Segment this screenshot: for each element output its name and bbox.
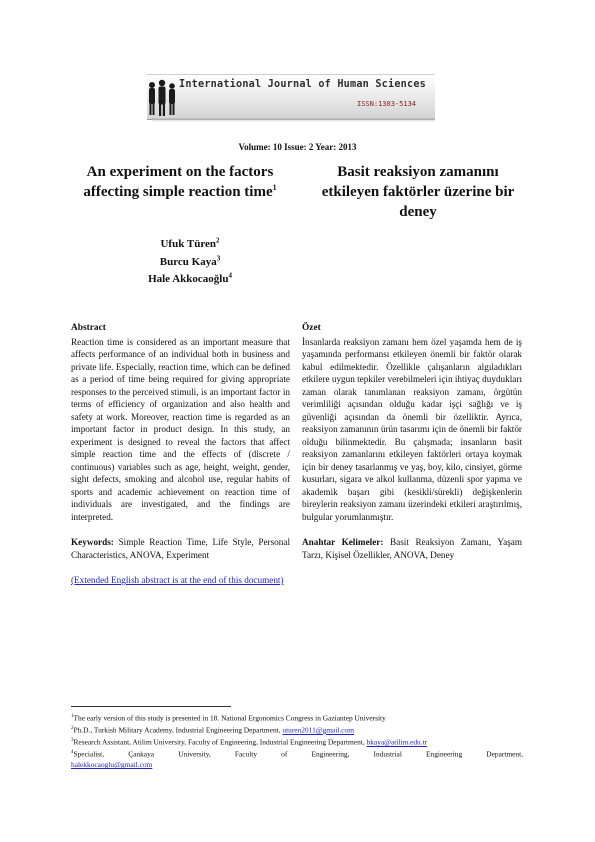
footnote-email-link[interactable]: bkaya@atilim.edu.tr — [366, 737, 428, 747]
journal-banner — [147, 74, 435, 120]
volume-issue-line: Volume: 10 Issue: 2 Year: 2013 — [238, 142, 357, 152]
author-footnote-marker: 2 — [216, 236, 220, 245]
abstract-turkish-column — [302, 322, 522, 561]
ozet-heading: Özet — [302, 323, 321, 333]
author-name: Hale Akkocaoğlu — [148, 273, 229, 285]
anahtar-kelimeler-text: Basit Reaksiyon Zamanı, Yaşam Tarzı, Kişisel Özellikler, ANOVA, Deney — [302, 537, 523, 560]
author — [70, 236, 310, 254]
anahtar-kelimeler — [302, 536, 522, 561]
footnote — [71, 712, 523, 724]
footnote-email-link[interactable]: halekkocaoglu@gmail.com — [71, 760, 153, 770]
footnote — [71, 736, 523, 748]
author — [70, 254, 310, 272]
author-list — [70, 236, 310, 289]
abstract-english-column — [71, 322, 290, 587]
abstract-heading: Abstract — [71, 323, 106, 333]
abstract-body: Reaction time is considered as an important measure that affects performance of an individual both in business and private life. Especially, reaction time, which can be defined as a period of time being required for giving appropriate responses to the perceived stimuli, is an important factor in terms of efficiency of organization and also health and safety at work. Moreover, reaction time is regarded as an important factor in product design. In this study, an experiment is designed to reveal the factors that affect simple reaction time and the effects of (discrete / continuous) variables such as age, height, weight, gender, sight defects, smoking and alcohol use, regular habits of sports and academic achievement on reaction time of individuals are investigated, and the findings are interpreted. — [71, 336, 290, 522]
keywords-label: Keywords: — [71, 537, 114, 547]
footnote-continuation — [71, 760, 523, 771]
footnote-text: Specialist, Çankaya University, Faculty of Engineering, Industrial Engineering Department, — [73, 749, 523, 759]
journal-title: International Journal of Human Sciences — [179, 79, 427, 90]
title-english — [62, 162, 298, 202]
footnote-email-link[interactable]: uturen2011@gmail.com — [282, 725, 355, 735]
title-english-text: An experiment on the factors affecting simple reaction time — [83, 164, 274, 200]
title-footnote-marker: 1 — [272, 183, 277, 192]
extended-abstract-link[interactable]: (Extended English abstract is at the end of this document) — [71, 575, 284, 585]
keywords-text: Simple Reaction Time, Life Style, Personal Characteristics, ANOVA, Experiment — [71, 537, 290, 560]
author — [70, 271, 310, 289]
footnote-text: Ph.D., Turkish Military Academy, Industrial Engineering Department, — [73, 725, 283, 735]
footnote — [71, 748, 523, 760]
author-name: Ufuk Türen — [160, 238, 217, 250]
keywords — [71, 536, 290, 561]
footnotes — [71, 712, 523, 771]
footnote-number: 2 — [71, 726, 74, 732]
author-name: Burcu Kaya — [159, 255, 217, 268]
footnote-number: 4 — [71, 750, 74, 756]
human-figures-logo — [147, 77, 177, 117]
anahtar-kelimeler-label: Anahtar Kelimeler: — [302, 537, 384, 547]
footnote-number: 3 — [71, 738, 74, 744]
author-footnote-marker: 3 — [216, 253, 221, 262]
footnote-number: 1 — [71, 714, 74, 719]
footnote — [71, 724, 523, 736]
footnote-text: The early version of this study is presented in 18. National Ergonomics Congress in Gaziantep University — [73, 713, 386, 723]
title-turkish: Basit reaksiyon zamanını etkileyen faktörler üzerine bir deney — [321, 164, 515, 220]
banner-shadow — [152, 118, 435, 122]
ozet-body: İnsanlarda reaksiyon zamanı hem özel yaşamda hem de iş yaşamında performansı etkileyen önemli bir faktör olarak kabul edilmektedir. Özellikle çalışanların algıladıkları etkilere uygun tepkiler verebilmeleri için ihtiyaç duydukları zaman olarak tanımlanan reaksiyon zamanı, örgütün verimliliği açısından olduğu kadar işçi sağlığı ve iş güvenliği açısından da önemli bir özelliktir. Ayrıca, reaksiyon zamanının ürün tasarımı için de önemli bir faktör olduğu bilinmektedir. Bu çalışmada; insanların basit reaksiyon zamanlarını etkileyen faktörleri ortaya koymak için bir deney tasarlanmış ve yaş, boy, kilo, cinsiyet, görme kusurları, sigara ve alkol kullanma, düzenli spor yapma ve akademik başarı gibi (kesikli/sürekli) değişkenlerin bireylerin reaksiyon zamanı üzerindeki etkileri araştırılmış, bulgular yorumlanmıştır. — [302, 336, 522, 522]
author-footnote-marker: 4 — [228, 271, 232, 280]
footnote-divider — [71, 706, 231, 707]
footnote-text: Research Assistant, Atilim University, Faculty of Engineering, Industrial Engineering Department, — [73, 737, 367, 747]
issn-label: ISSN:1303-5134 — [357, 100, 417, 108]
